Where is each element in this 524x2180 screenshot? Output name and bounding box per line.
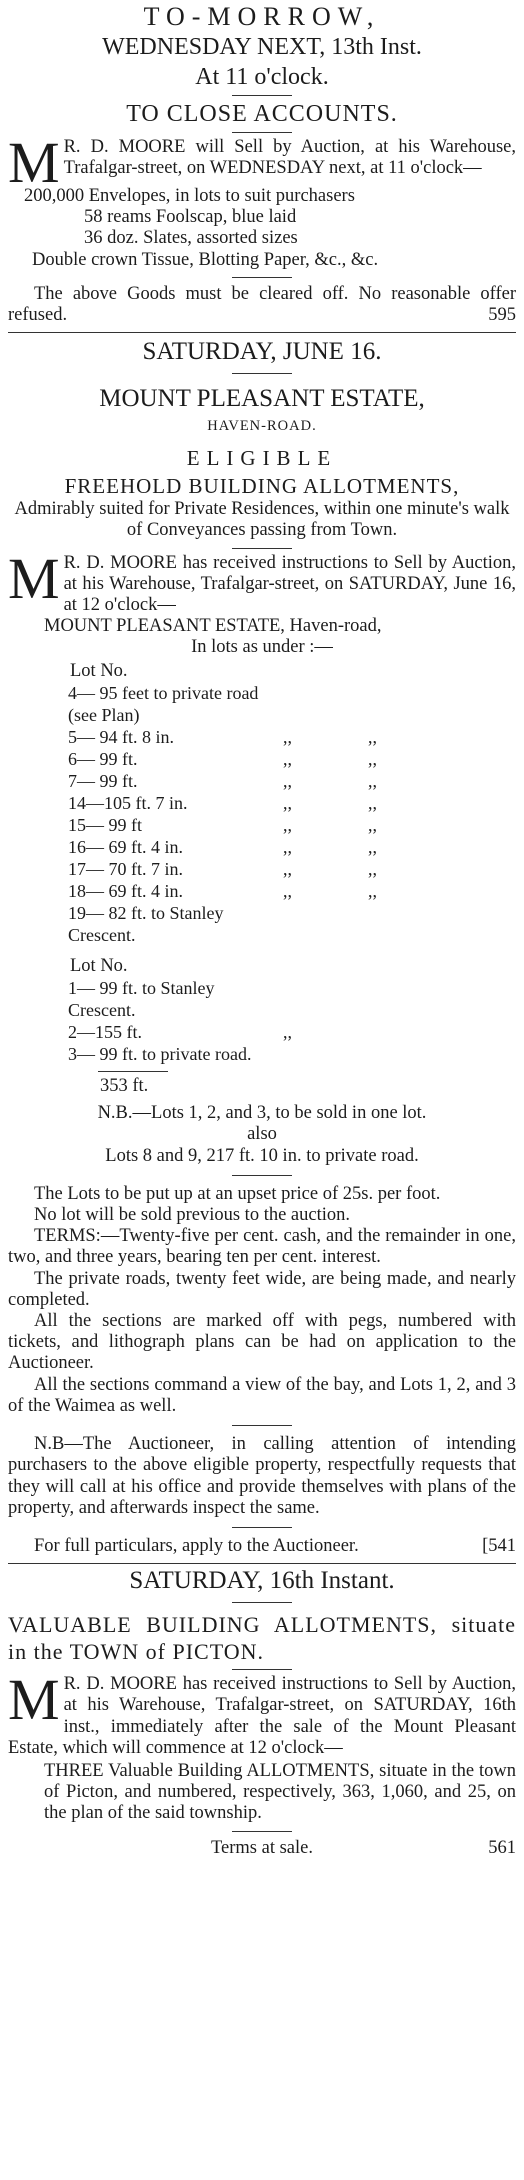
lot-row (8, 836, 516, 858)
lot-row (8, 902, 516, 946)
lot-row (8, 1021, 516, 1043)
lot-row (8, 858, 516, 880)
allotments-description: THREE Valuable Building ALLOTMENTS, situate in the town of Picton, and numbered, respectively, 363, 1,060, and 25, on the plan of the said township. (44, 1760, 516, 1824)
ditto-mark (368, 977, 428, 1021)
lot-header: Lot No. (70, 660, 128, 681)
subheading-haven-road: HAVEN-ROAD. (207, 418, 317, 435)
full-particulars (8, 1536, 516, 1557)
estate-name: MOUNT PLEASANT ESTATE, Haven-road, (44, 616, 382, 637)
newspaper-column (0, 2, 524, 2180)
paragraph-roads: The private roads, twenty feet wide, are being made, and nearly completed. (8, 1268, 516, 1310)
description-text: Admirably suited for Private Residences, within one minute's walk of Conveyances passing from Town. (14, 499, 510, 541)
divider-short (232, 1527, 292, 1528)
lot-description: 7— 99 ft. (68, 770, 138, 791)
lot-row (8, 748, 516, 770)
notice-body: The above Goods must be cleared off. No reasonable offer refused. (8, 283, 516, 326)
goods-list (8, 186, 516, 271)
lot-list-2 (8, 977, 516, 1065)
drop-capital: M (8, 130, 60, 195)
ditto-mark: ,, (283, 770, 292, 791)
divider-short (232, 277, 292, 278)
ditto-mark: ,, (368, 748, 377, 769)
divider-short (232, 1669, 292, 1670)
ad-number: 561 (488, 1837, 516, 1858)
ditto-mark: ,, (283, 792, 292, 813)
ditto-mark (368, 682, 428, 726)
ditto-mark (283, 1043, 368, 1065)
divider-short (232, 95, 292, 96)
ditto-mark: ,, (283, 836, 292, 857)
headline-picton: VALUABLE BUILDING ALLOTMENTS, situate in the TOWN of PICTON. (8, 1612, 516, 1665)
ditto-mark (283, 902, 368, 946)
divider-short (232, 1831, 292, 1832)
lot-description: 4— 95 feet to private road (see Plan) (68, 682, 259, 725)
ditto-mark: ,, (368, 836, 377, 857)
divider-short (232, 1175, 292, 1176)
divider-rule (8, 332, 516, 333)
ditto-mark (368, 1043, 428, 1065)
headline-wednesday: WEDNESDAY NEXT, 13th Inst. (102, 34, 422, 60)
ditto-mark: ,, (283, 748, 292, 769)
headline-tomorrow: TO-MORROW, (143, 2, 381, 31)
lot-description: 3— 99 ft. to private road. (68, 1044, 252, 1065)
paragraph-view: All the sections command a view of the bay, and Lots 1, 2, and 3 of the Waimea as well. (8, 1374, 516, 1416)
nb-also: also (247, 1124, 277, 1145)
ditto-mark: ,, (368, 726, 377, 747)
list-item: 36 doz. Slates, assorted sizes (84, 228, 298, 249)
drop-capital: M (8, 1667, 60, 1733)
ditto-mark: ,, (368, 814, 377, 835)
ditto-mark: ,, (283, 814, 292, 835)
advertisement-mount-pleasant (8, 337, 516, 1557)
intro-text: R. D. MOORE has received instructions to Sell by Auction, at his Warehouse, Trafalgar-street, on SATURDAY, June 16, at 12 o'clock— (63, 552, 516, 616)
list-item: 200,000 Envelopes, in lots to suit purchasers (24, 186, 355, 206)
divider-short (232, 548, 292, 549)
ditto-mark: ,, (283, 880, 292, 901)
lot-header: Lot No. (70, 955, 128, 976)
lot-description: 15— 99 ft (68, 814, 142, 835)
headline-saturday-june: SATURDAY, JUNE 16. (142, 338, 382, 366)
ditto-mark: ,, (368, 858, 377, 879)
advertisement-picton (8, 1566, 516, 1859)
ditto-mark (283, 977, 368, 1021)
paragraph-upset-price: The Lots to be put up at an upset price of 25s. per foot. (34, 1183, 441, 1204)
ditto-mark: ,, (283, 1022, 292, 1043)
advertisement-close-accounts (8, 2, 516, 326)
lot-description: 19— 82 ft. to Stanley Crescent. (68, 902, 224, 945)
lot-row (8, 1043, 516, 1065)
headline-time: At 11 o'clock. (195, 64, 329, 90)
terms-text: Terms at sale. (211, 1837, 313, 1858)
lot-description: 17— 70 ft. 7 in. (68, 858, 183, 879)
lot-description: 14—105 ft. 7 in. (68, 792, 188, 813)
nb-lots: N.B.—Lots 1, 2, and 3, to be sold in one lot. (97, 1103, 427, 1124)
ditto-mark (368, 1021, 428, 1043)
ditto-mark: ,, (368, 792, 377, 813)
lot-description: 6— 99 ft. (68, 748, 138, 769)
drop-capital: M (8, 545, 60, 611)
intro-paragraph (8, 130, 516, 195)
paragraph-nb-auctioneer: N.B—The Auctioneer, in calling attention of intending purchasers to the above eligible property, respectfully requests that they will call at his office and provide themselves with plans of the property, and afterwards inspect the same. (8, 1434, 516, 1518)
list-item: Double crown Tissue, Blotting Paper, &c., &c. (32, 249, 379, 270)
lot-row (8, 770, 516, 792)
full-particulars-text: For full particulars, apply to the Auctioneer. (34, 1535, 359, 1556)
lot-row (8, 880, 516, 902)
lot-description: 1— 99 ft. to Stanley Crescent. (68, 978, 215, 1021)
divider-short (232, 1602, 292, 1603)
ditto-mark (368, 902, 428, 946)
intro-paragraph (8, 1667, 516, 1759)
ditto-mark: ,, (283, 858, 292, 879)
headline-eligible: ELIGIBLE (186, 446, 338, 471)
headline-close-accounts: TO CLOSE ACCOUNTS. (126, 101, 398, 127)
ditto-mark: ,, (368, 770, 377, 791)
divider-short (232, 1425, 292, 1426)
divider-short (232, 373, 292, 374)
headline-estate: MOUNT PLEASANT ESTATE, (99, 385, 425, 413)
headline-allotments: FREEHOLD BUILDING ALLOTMENTS, (64, 474, 460, 499)
lot-row (8, 814, 516, 836)
ditto-mark: ,, (368, 880, 377, 901)
lot-row (8, 682, 516, 726)
intro-paragraph (8, 545, 516, 617)
paragraph-sections: All the sections are marked off with pegs, numbered with tickets, and lithograph plans can be had on application to the Auctioneer. (8, 1311, 516, 1374)
ditto-mark: ,, (283, 726, 292, 747)
lot-description: 5— 94 ft. 8 in. (68, 726, 174, 747)
lot-description: 2—155 ft. (68, 1022, 142, 1043)
terms-line (8, 1838, 516, 1859)
lot-description: 18— 69 ft. 4 in. (68, 880, 183, 901)
lot-description: 16— 69 ft. 4 in. (68, 836, 183, 857)
ditto-mark (283, 682, 368, 726)
ad-number: 595 (488, 305, 516, 326)
divider-rule (8, 1563, 516, 1564)
sum-line (98, 1071, 168, 1072)
intro-text: R. D. MOORE has received instructions to Sell by Auction, at his Warehouse, Trafalgar-street, on SATURDAY, 16th inst., immediately after the sale of the Mount Pleasant Estate, which will commence at 12 o'clock— (8, 1674, 516, 1758)
total-frontage: 353 ft. (100, 1076, 149, 1097)
headline-saturday-16th: SATURDAY, 16th Instant. (129, 1567, 395, 1595)
divider-short (232, 132, 292, 133)
nb-lots-8-9: Lots 8 and 9, 217 ft. 10 in. to private road. (105, 1145, 419, 1166)
paragraph-terms: TERMS:—Twenty-five per cent. cash, and the remainder in one, two, and three years, bearing ten per cent. interest. (8, 1226, 516, 1268)
intro-text: R. D. MOORE will Sell by Auction, at his Warehouse, Trafalgar-street, on WEDNESDAY next, at 11 o'clock— (63, 137, 516, 179)
notice-text (8, 284, 516, 326)
paragraph-no-lot: No lot will be sold previous to the auction. (34, 1205, 350, 1226)
ad-number: [541 (482, 1535, 516, 1556)
lot-row (8, 977, 516, 1021)
lot-row (8, 792, 516, 814)
lots-under: In lots as under :— (191, 637, 333, 658)
list-item: 58 reams Foolscap, blue laid (84, 207, 297, 228)
lot-row (8, 726, 516, 748)
lot-list-1 (8, 682, 516, 946)
